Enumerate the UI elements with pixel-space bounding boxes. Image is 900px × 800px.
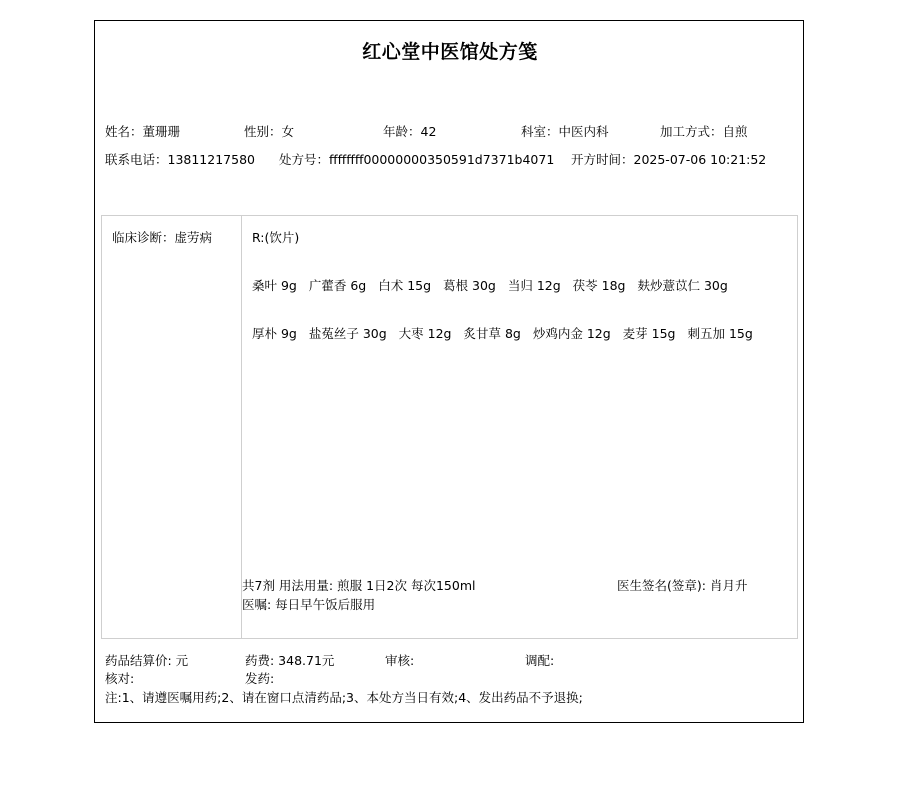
herb-row-1 — [252, 276, 736, 294]
prescription-time: 开方时间：2025-07-06 10:21:52 — [571, 152, 767, 167]
rx-header: R:(饮片) — [252, 230, 300, 245]
doctor-signature: 医生签名(签章): 肖月升 — [617, 578, 748, 593]
patient-gender: 性别：女 — [244, 124, 295, 139]
processing-method: 加工方式：自煎 — [660, 124, 748, 139]
herb-item: 麸炒薏苡仁 30g — [637, 278, 728, 293]
footer-note: 注:1、请遵医嘱用药;2、请在窗口点清药品;3、本处方当日有效;4、发出药品不予退换; — [105, 690, 583, 705]
herb-item: 葛根 30g — [443, 278, 496, 293]
herb-item: 厚朴 9g — [252, 326, 297, 341]
issue-label: 发药: — [245, 671, 275, 686]
page-title: 红心堂中医馆处方笺 — [362, 41, 538, 63]
herb-item: 广藿香 6g — [308, 278, 367, 293]
clinical-diagnosis: 临床诊断：虚劳病 — [112, 230, 213, 245]
patient-department: 科室：中医内科 — [521, 124, 609, 139]
prescription-number: 处方号：ffffffff00000000350591d7371b4071 — [279, 152, 555, 167]
usage-dosage: 共7剂 用法用量: 煎服 1日2次 每次150ml — [242, 578, 476, 593]
patient-name: 姓名：董珊珊 — [105, 124, 181, 139]
herb-item: 刺五加 15g — [687, 326, 753, 341]
herb-item: 麦芽 15g — [622, 326, 676, 341]
herb-item: 大枣 12g — [398, 326, 452, 341]
doctor-advice: 医嘱: 每日早午饭后服用 — [242, 597, 376, 612]
check-label: 核对: — [105, 671, 135, 686]
herb-item: 盐菟丝子 30g — [308, 326, 387, 341]
herb-item: 当归 12g — [507, 278, 561, 293]
drug-settle-price: 药品结算价: 元 — [105, 653, 189, 668]
patient-age: 年龄：42 — [383, 124, 437, 139]
review-label: 审核: — [385, 653, 415, 668]
herb-item: 白术 15g — [378, 278, 432, 293]
herb-item: 桑叶 9g — [252, 278, 297, 293]
herb-row-2 — [252, 324, 761, 342]
drug-fee: 药费: 348.71元 — [245, 653, 335, 668]
herb-item: 炒鸡内金 12g — [532, 326, 611, 341]
herb-item: 茯苓 18g — [572, 278, 626, 293]
dispense-label: 调配: — [525, 653, 555, 668]
herb-item: 炙甘草 8g — [463, 326, 521, 341]
patient-phone: 联系电话：13811217580 — [105, 152, 255, 167]
